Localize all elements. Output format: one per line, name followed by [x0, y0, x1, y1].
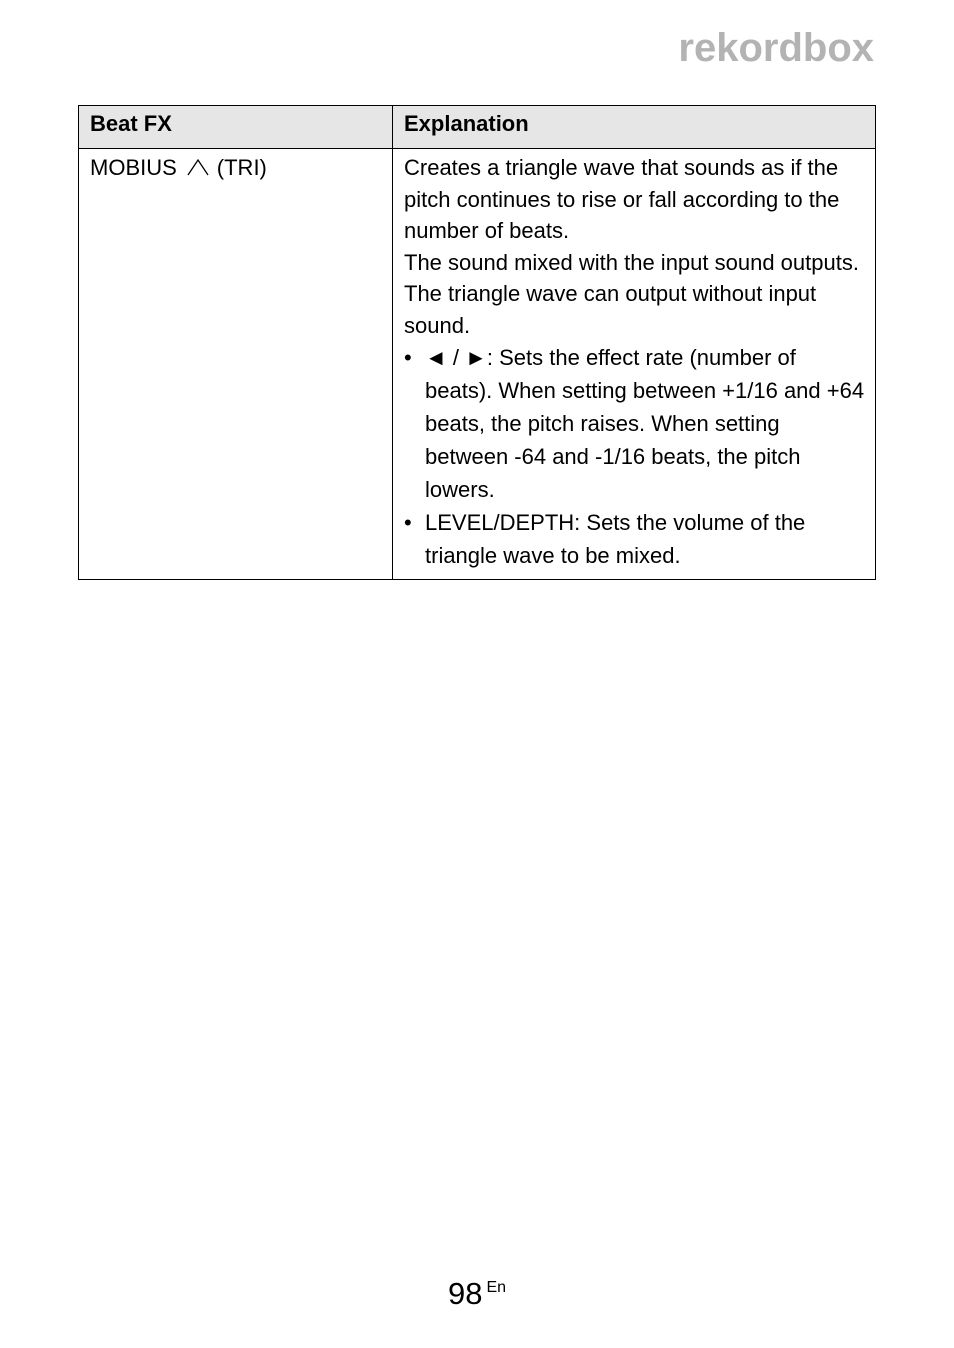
- fx-name-cell: [79, 149, 393, 580]
- table-row: [79, 149, 876, 580]
- language-code: En: [486, 1279, 507, 1296]
- explanation-paragraph: The sound mixed with the input sound outputs. The triangle wave can output without input sound.: [404, 249, 859, 338]
- list-item: [404, 506, 865, 572]
- explanation-bullet-list: [404, 341, 865, 572]
- table-header-row: [79, 106, 876, 149]
- bullet-text: ◄ / ►: Sets the effect rate (number of beats). When setting between +1/16 and +64 beats, the pitch raises. When setting between -64 and -1/16 beats, the pitch lowers.: [425, 345, 865, 502]
- column-header-beat-fx: Beat FX: [79, 106, 393, 149]
- explanation-paragraph: Creates a triangle wave that sounds as if the pitch continues to rise or fall according to the number of beats.: [404, 155, 840, 243]
- beat-fx-table: [78, 105, 876, 580]
- page-number: 98: [447, 1276, 483, 1311]
- column-header-explanation: Explanation: [393, 106, 876, 149]
- brand-logo: rekordbox: [678, 26, 874, 70]
- list-item: [404, 341, 865, 506]
- bullet-marker: •: [404, 345, 412, 370]
- bullet-marker: •: [404, 510, 412, 535]
- fx-name: MOBIUS: [90, 155, 177, 180]
- page-footer: [0, 1278, 954, 1309]
- triangle-wave-icon: [187, 158, 209, 176]
- fx-suffix: (TRI): [216, 155, 267, 180]
- bullet-text: LEVEL/DEPTH: Sets the volume of the triangle wave to be mixed.: [425, 510, 806, 568]
- explanation-cell: [393, 149, 876, 580]
